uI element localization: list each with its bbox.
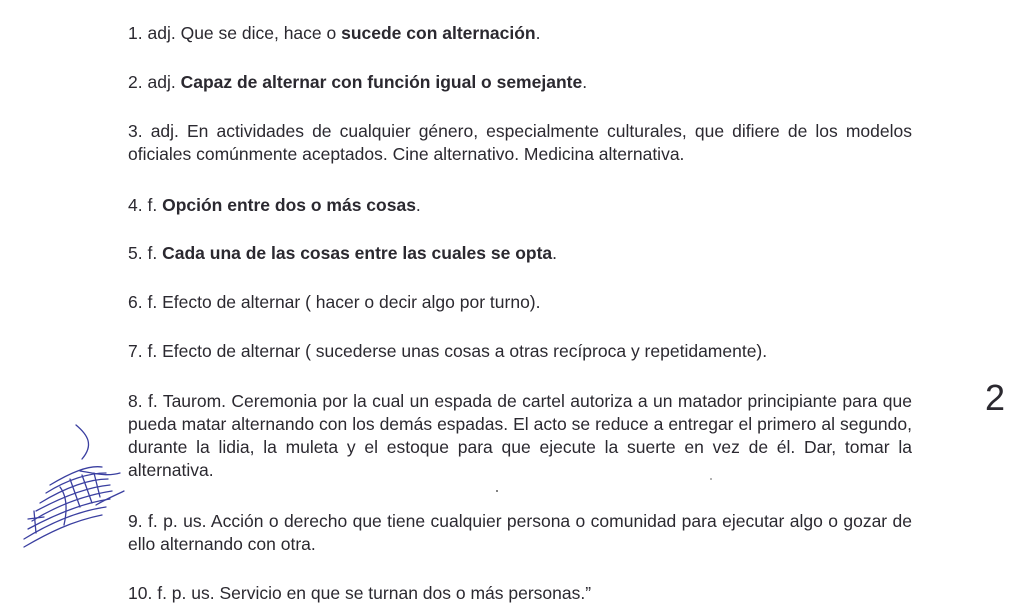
definition-end: . [552, 243, 558, 263]
definition-text: Que se dice, hace o [180, 23, 337, 43]
definition-number: 2. [128, 72, 143, 92]
definition-number: 7. [128, 341, 143, 361]
definition-text: Servicio en que se turnan dos o más personas.” [219, 583, 592, 603]
definition-category: f. p. us. [148, 511, 207, 531]
definition-2 [128, 71, 912, 94]
definition-number: 5. [128, 243, 143, 263]
definition-number: 1. [128, 23, 143, 43]
definition-3 [128, 120, 912, 166]
definition-category: adj. [150, 121, 179, 141]
definition-10 [128, 582, 912, 605]
definition-7 [128, 340, 912, 363]
definition-text: En actividades de cualquier género, especialmente culturales, que difiere de los modelos oficiales comúnmente aceptados. Cine alternativo. Medicina alternativa. [128, 121, 912, 164]
definition-9 [128, 510, 912, 556]
definition-text: Efecto de alternar ( hacer o decir algo por turno). [162, 292, 541, 312]
definition-end: . [415, 195, 421, 215]
definition-number: 3. [128, 121, 143, 141]
definition-8 [128, 390, 912, 482]
definition-category: f. [147, 341, 158, 361]
definition-category: f. [147, 243, 158, 263]
definition-text: Acción o derecho que tiene cualquier persona o comunidad para ejecutar algo o gozar de ello alternando con otra. [128, 511, 912, 554]
definition-text: Taurom. Ceremonia por la cual un espada de cartel autoriza a un matador principiante para que pueda matar alternando con los demás espadas. El acto se reduce a entregar el primero al segundo, durante la lidia, la muleta y el estoque para que ejecute la suerte en vez de él. Dar, tomar la alternativa. [128, 391, 912, 480]
definition-6 [128, 291, 912, 314]
definition-number: 9. [128, 511, 143, 531]
definition-bold-text: Opción entre dos o más cosas [162, 195, 416, 215]
definition-category: f. [147, 195, 158, 215]
definition-number: 6. [128, 292, 143, 312]
definition-text: Efecto de alternar ( sucederse unas cosas a otras recíproca y repetidamente). [162, 341, 768, 361]
page-number: 2 [985, 377, 1006, 418]
definition-number: 4. [128, 195, 143, 215]
definition-bold-text: sucede con alternación [341, 23, 536, 43]
definition-5 [128, 242, 912, 265]
definition-4 [128, 194, 912, 217]
definition-end: . [582, 72, 588, 92]
definition-number: 10. [128, 583, 153, 603]
definition-end: . [535, 23, 541, 43]
scan-speck [496, 490, 498, 492]
signature-mark [10, 415, 130, 565]
definition-category: f. p. us. [157, 583, 215, 603]
definition-category: f. [148, 391, 158, 411]
definition-bold-text: Cada una de las cosas entre las cuales se opta [162, 243, 553, 263]
scan-speck [710, 478, 712, 480]
definition-bold-text: Capaz de alternar con función igual o semejante [180, 72, 583, 92]
definition-category: adj. [147, 72, 176, 92]
definition-number: 8. [128, 391, 143, 411]
definition-category: f. [147, 292, 158, 312]
definition-category: adj. [147, 23, 176, 43]
definition-1 [128, 22, 912, 45]
